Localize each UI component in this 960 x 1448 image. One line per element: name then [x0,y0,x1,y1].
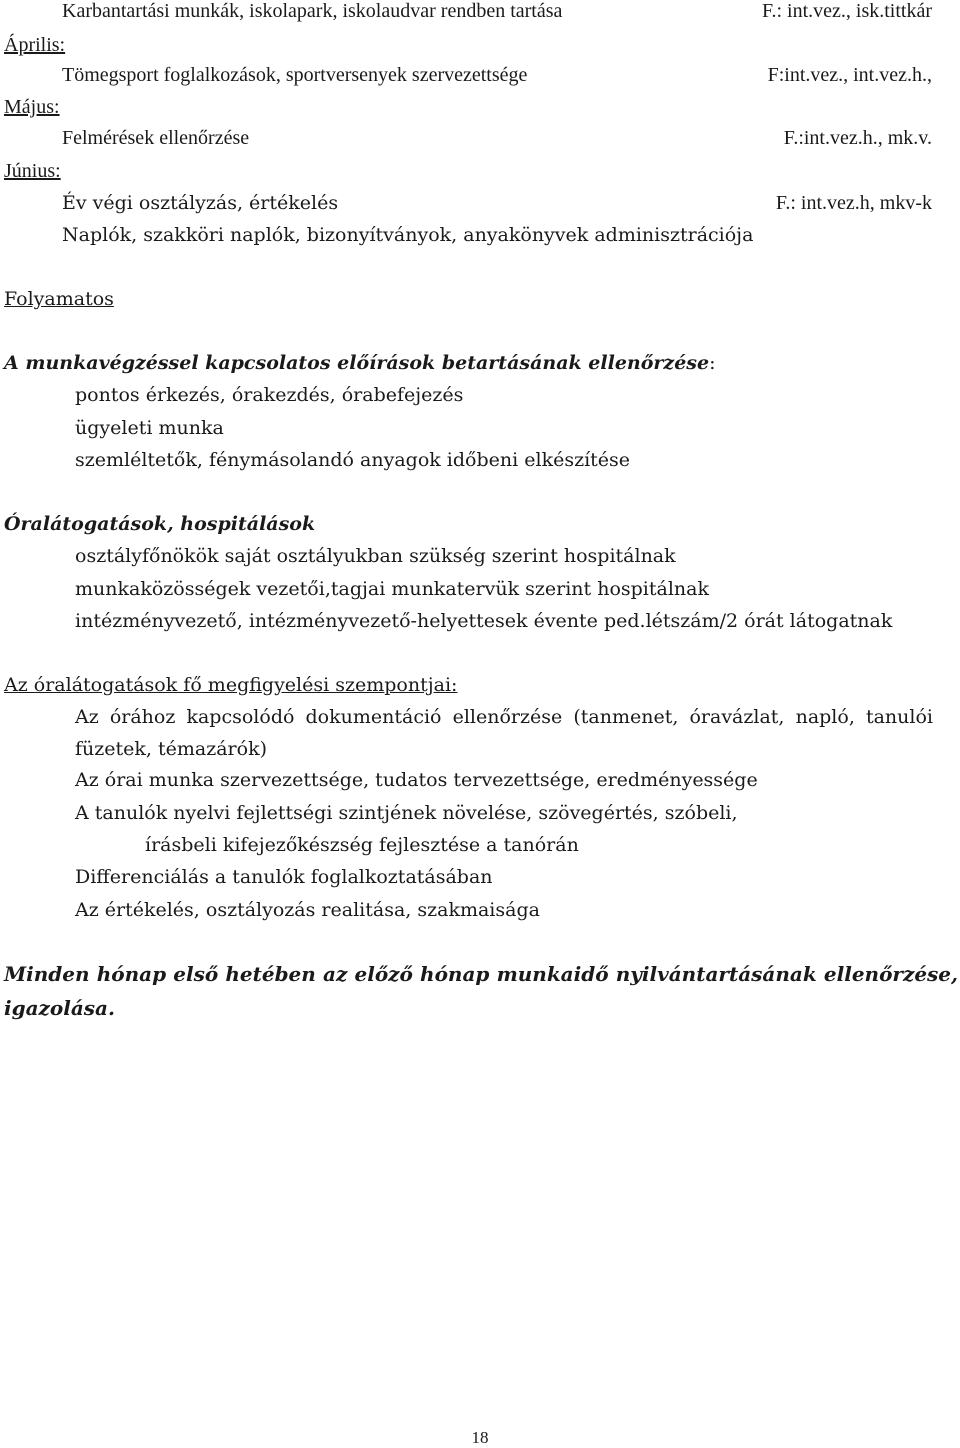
schedule-task: Tömegsport foglalkozások, sportversenyek szervezettsége [62,64,528,86]
rules-item: ügyeleti munka [75,417,224,439]
month-heading-may: Május: [4,96,60,118]
schedule-task: Felmérések ellenőrzése [62,127,250,149]
visits-heading: Óralátogatások, hospitálások [4,513,316,535]
schedule-responsible: F.: int.vez.h, mkv-k [775,192,932,214]
aspects-item: Az órához kapcsolódó dokumentáció ellenőrzése (tanmenet, óravázlat, napló, tanulói füzetek, témazárók) [75,706,933,760]
aspects-item: Az órai munka szervezettsége, tudatos tervezettsége, eredményessége [75,769,758,791]
visits-item: munkaközösségek vezetői,tagjai munkatervük szerint hospitálnak [75,578,709,600]
visits-item: intézményvezető, intézményvezető-helyettesek évente ped.létszám/2 órát látogatnak [75,610,893,632]
aspects-item-continued: írásbeli kifejezőkészség fejlesztése a tanórán [145,834,579,856]
schedule-responsible: F:int.vez., int.vez.h., [767,64,932,86]
schedule-task: Karbantartási munkák, iskolapark, iskolaudvar rendben tartása [62,0,563,22]
schedule-responsible: F.: int.vez., isk.tittkár [761,0,932,22]
rules-heading [4,350,715,376]
aspects-item: Az értékelés, osztályozás realitása, szakmaisága [75,899,540,921]
schedule-task: Év végi osztályzás, értékelés [62,192,339,214]
section-heading-continuous: Folyamatos [4,288,114,310]
monthly-check-note: Minden hónap első hetében az előző hónap munkaidő nyilvántartásának ellenőrzése, igazolása. [4,962,958,1020]
visits-item: osztályfőnökök saját osztályukban szükség szerint hospitálnak [75,545,676,567]
rules-item: szemléltetők, fénymásolandó anyagok időbeni elkészítése [75,449,631,471]
month-heading-april: Április: [4,34,66,56]
aspects-heading: Az óralátogatások fő megfigyelési szempontjai: [4,674,458,696]
schedule-responsible: F.:int.vez.h., mk.v. [783,127,932,149]
rules-heading-text: A munkavégzéssel kapcsolatos előírások betartásának ellenőrzése [4,352,710,374]
page-number: 18 [471,1428,489,1447]
aspects-item: A tanulók nyelvi fejlettségi szintjének növelése, szövegértés, szóbeli, [75,802,738,824]
month-heading-june: Június: [4,160,61,182]
schedule-task: Naplók, szakköri naplók, bizonyítványok, anyakönyvek adminisztrációja [62,224,754,246]
rules-heading-colon: : [709,352,716,374]
rules-item: pontos érkezés, órakezdés, órabefejezés [75,384,464,406]
aspects-item: Differenciálás a tanulók foglalkoztatásában [75,866,493,888]
